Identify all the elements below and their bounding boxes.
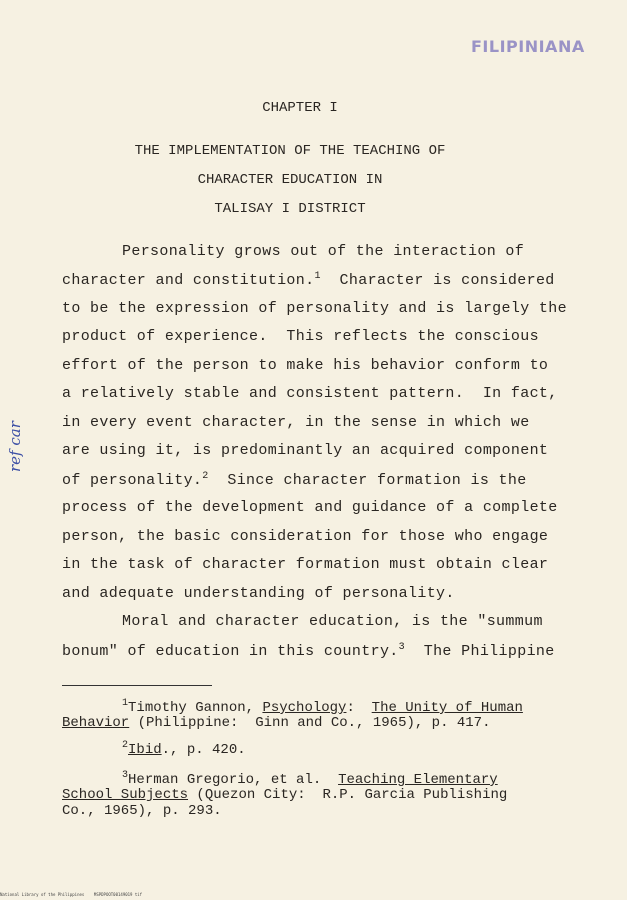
body-line: Moral and character education, is the "summum	[122, 613, 543, 630]
footnote-3-cont: School Subjects (Quezon City: R.P. Garcia Publishing	[62, 787, 508, 803]
scan-footer: National Library of the Philippines MSPDPOOT00149019 tif	[0, 892, 143, 897]
footnote-ref: 1	[314, 271, 321, 282]
filipiniana-stamp: FILIPINIANA	[471, 37, 585, 56]
body-line: product of experience. This reflects the conscious	[62, 328, 539, 345]
title-line-1: THE IMPLEMENTATION OF THE TEACHING OF	[134, 143, 446, 159]
body-line: effort of the person to make his behavior conform to	[62, 357, 549, 374]
footnote-ref: 2	[202, 471, 209, 482]
body-line: are using it, is predominantly an acquired component	[62, 442, 549, 459]
footnote-divider	[62, 685, 212, 686]
body-line: a relatively stable and consistent pattern. In fact,	[62, 385, 558, 402]
footnote-2: $^2$Ibid., p. 420.	[122, 740, 246, 758]
handwritten-margin-note: ref car	[6, 421, 24, 472]
body-line: to be the expression of personality and is largely the	[62, 300, 567, 317]
body-line: in every event character, in the sense in which we	[62, 414, 530, 431]
body-line: process of the development and guidance of a complete	[62, 499, 558, 516]
body-line: bonum" of education in this country.$^3$ The Philippine	[62, 642, 555, 660]
body-line: character and constitution.$^1$ Character is considered	[62, 271, 555, 289]
footnote-1: $^1$Timothy Gannon, Psychology: The Unity of Human	[122, 698, 523, 716]
body-line: in the task of character formation must obtain clear	[62, 556, 549, 573]
footnote-ref: 3	[398, 642, 406, 653]
chapter-heading: CHAPTER I	[262, 100, 338, 116]
footnote-3: $^3$Herman Gregorio, et al. Teaching Elementary	[122, 770, 498, 788]
body-line: person, the basic consideration for those who engage	[62, 528, 549, 545]
title-line-2: CHARACTER EDUCATION IN	[197, 172, 383, 188]
body-line: and adequate understanding of personality.	[62, 585, 455, 602]
body-line: Personality grows out of the interaction of	[122, 243, 525, 260]
footnote-3-cont2: Co., 1965), p. 293.	[62, 803, 222, 819]
body-line: of personality.$^2$ Since character formation is the	[62, 471, 527, 489]
footnote-1-cont: Behavior (Philippine: Ginn and Co., 1965), p. 417.	[62, 715, 491, 731]
title-line-3: TALISAY I DISTRICT	[214, 201, 366, 217]
